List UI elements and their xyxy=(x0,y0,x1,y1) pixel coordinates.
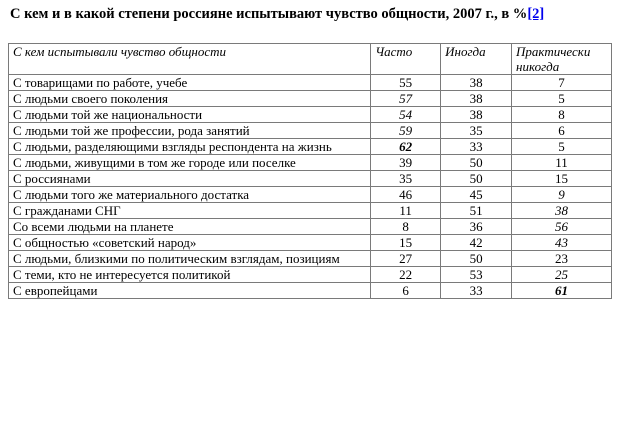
row-label: С россиянами xyxy=(9,171,371,187)
row-label: С европейцами xyxy=(9,283,371,299)
row-label: С людьми, разделяющими взгляды респондента на жизнь xyxy=(9,139,371,155)
cell-often: 8 xyxy=(371,219,441,235)
row-label: С людьми того же материального достатка xyxy=(9,187,371,203)
cell-sometimes: 36 xyxy=(441,219,512,235)
cell-often: 6 xyxy=(371,283,441,299)
cell-never: 9 xyxy=(512,187,612,203)
cell-sometimes: 53 xyxy=(441,267,512,283)
table-row xyxy=(9,251,612,267)
cell-never: 5 xyxy=(512,139,612,155)
cell-never: 38 xyxy=(512,203,612,219)
cell-often: 59 xyxy=(371,123,441,139)
cell-never: 8 xyxy=(512,107,612,123)
cell-never: 43 xyxy=(512,235,612,251)
cell-never: 6 xyxy=(512,123,612,139)
data-table xyxy=(8,43,612,299)
cell-often: 11 xyxy=(371,203,441,219)
table-row xyxy=(9,219,612,235)
reference-link[interactable]: [2] xyxy=(527,6,545,22)
header-label: С кем испытывали чувство общности xyxy=(9,44,371,75)
cell-never: 25 xyxy=(512,267,612,283)
row-label: С теми, кто не интересуется политикой xyxy=(9,267,371,283)
header-sometimes: Иногда xyxy=(441,44,512,75)
header-row xyxy=(9,44,612,75)
table-row xyxy=(9,75,612,91)
cell-often: 46 xyxy=(371,187,441,203)
table-row xyxy=(9,203,612,219)
table-row xyxy=(9,171,612,187)
cell-often: 55 xyxy=(371,75,441,91)
cell-never: 23 xyxy=(512,251,612,267)
cell-sometimes: 35 xyxy=(441,123,512,139)
table-row xyxy=(9,283,612,299)
table-row xyxy=(9,235,612,251)
row-label: С людьми, живущими в том же городе или поселке xyxy=(9,155,371,171)
cell-often: 57 xyxy=(371,91,441,107)
cell-sometimes: 50 xyxy=(441,171,512,187)
cell-sometimes: 42 xyxy=(441,235,512,251)
cell-sometimes: 38 xyxy=(441,91,512,107)
table-row xyxy=(9,107,612,123)
cell-sometimes: 33 xyxy=(441,139,512,155)
table-row xyxy=(9,267,612,283)
cell-never: 15 xyxy=(512,171,612,187)
cell-never: 11 xyxy=(512,155,612,171)
row-label: С людьми той же профессии, рода занятий xyxy=(9,123,371,139)
row-label: С людьми своего поколения xyxy=(9,91,371,107)
cell-never: 7 xyxy=(512,75,612,91)
cell-sometimes: 50 xyxy=(441,251,512,267)
cell-sometimes: 38 xyxy=(441,107,512,123)
cell-never: 56 xyxy=(512,219,612,235)
table-row xyxy=(9,139,612,155)
cell-often: 62 xyxy=(371,139,441,155)
table-body xyxy=(9,75,612,299)
header-often: Часто xyxy=(371,44,441,75)
cell-sometimes: 51 xyxy=(441,203,512,219)
row-label: С товарищами по работе, учебе xyxy=(9,75,371,91)
row-label: С гражданами СНГ xyxy=(9,203,371,219)
title-text: С кем и в какой степени россияне испытывают чувство общности, 2007 г., в % xyxy=(10,6,528,22)
table-row xyxy=(9,187,612,203)
cell-never: 5 xyxy=(512,91,612,107)
row-label: С людьми, близкими по политическим взглядам, позициям xyxy=(9,251,371,267)
cell-often: 15 xyxy=(371,235,441,251)
cell-often: 35 xyxy=(371,171,441,187)
cell-sometimes: 33 xyxy=(441,283,512,299)
cell-sometimes: 38 xyxy=(441,75,512,91)
cell-often: 22 xyxy=(371,267,441,283)
table-row xyxy=(9,91,612,107)
row-label: С общностью «советский народ» xyxy=(9,235,371,251)
header-never: Практически никогда xyxy=(512,44,612,75)
page-title xyxy=(10,6,544,23)
cell-often: 27 xyxy=(371,251,441,267)
table-row xyxy=(9,123,612,139)
row-label: Со всеми людьми на планете xyxy=(9,219,371,235)
cell-sometimes: 45 xyxy=(441,187,512,203)
cell-never: 61 xyxy=(512,283,612,299)
cell-often: 39 xyxy=(371,155,441,171)
cell-sometimes: 50 xyxy=(441,155,512,171)
row-label: С людьми той же национальности xyxy=(9,107,371,123)
cell-often: 54 xyxy=(371,107,441,123)
table-row xyxy=(9,155,612,171)
